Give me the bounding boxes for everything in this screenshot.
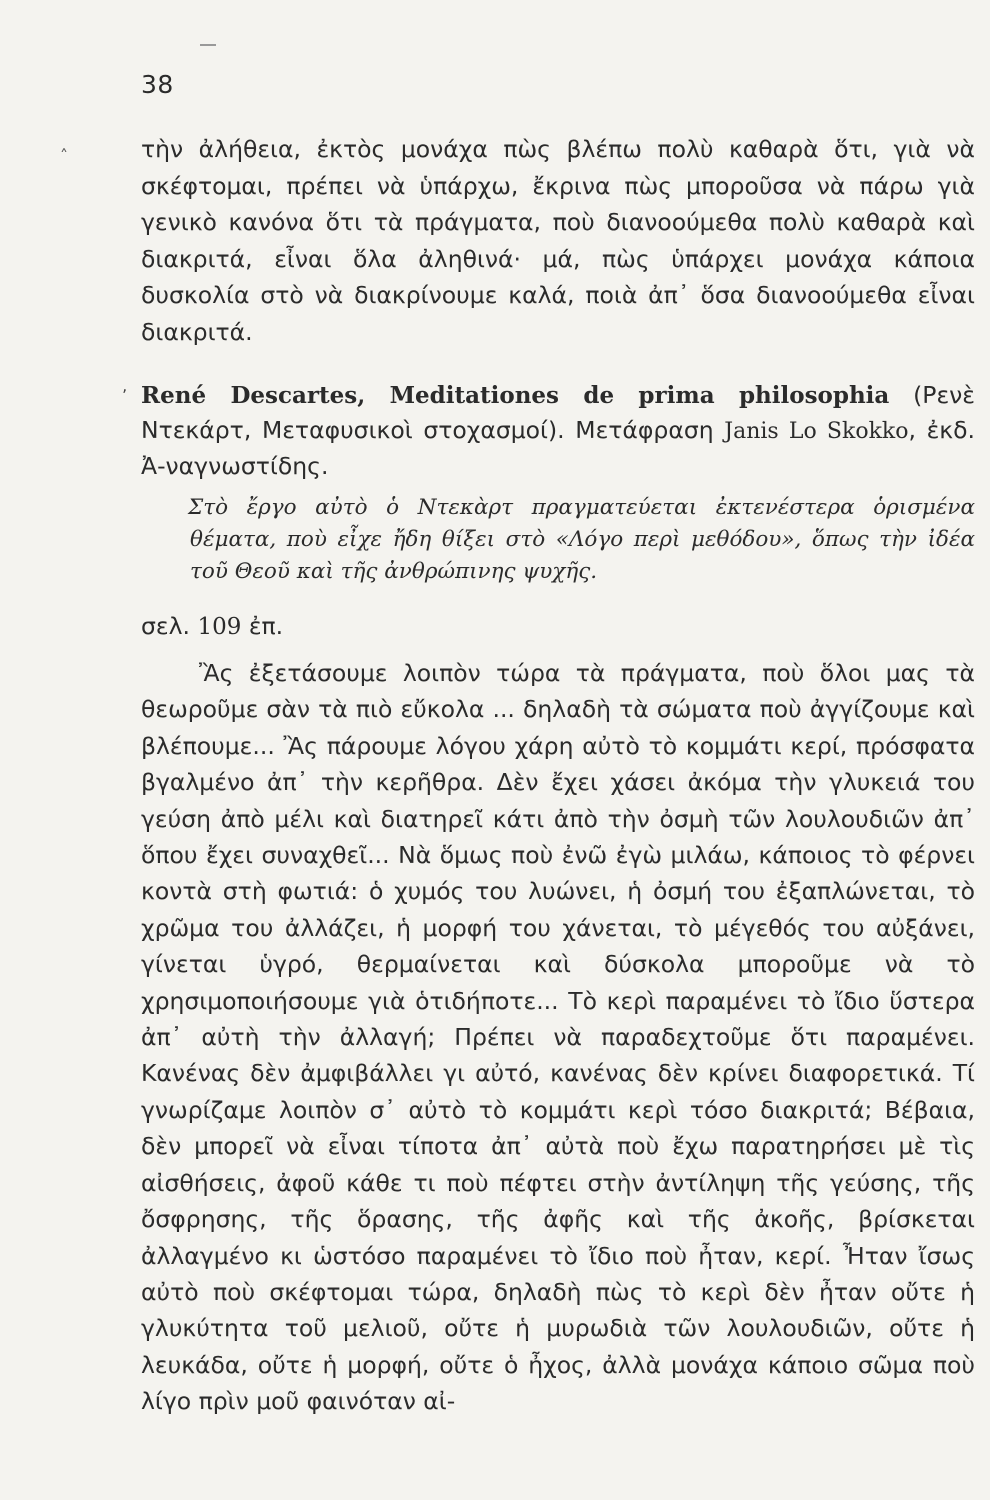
page-reference-suffix: ἐπ. — [241, 612, 284, 640]
print-mark — [200, 44, 216, 46]
page-reference — [141, 612, 283, 640]
page-number: 38 — [141, 70, 174, 99]
citation — [141, 378, 975, 483]
page-reference-number: 109 — [197, 614, 242, 640]
page-reference-prefix: σελ. — [141, 612, 198, 640]
margin-mark: ˄ — [60, 146, 68, 165]
citation-text-1: (Ρενὲ Ντεκάρτ, Μεταφυσικοὶ στοχασμοί). Μετάφραση — [141, 381, 975, 444]
paragraph-1: τὴν ἀλήθεια, ἐκτὸς μονάχα πὼς βλέπω πολὺ καθαρὰ ὅτι, γιὰ νὰ σκέφτομαι, πρέπει νὰ ὑπάρχω, ἔκρινα πὼς μποροῦσα νὰ πάρω γιὰ γενικὸ κανόνα ὅτι τὰ πράγματα, ποὺ διανοούμεθα πολὺ καθαρὰ καὶ διακριτά, εἶναι ὅλα ἀληθινά· μά, πὼς ὑπάρχει μονάχα κάποια δυσκολία στὸ νὰ διακρίνουμε καλά, ποιὰ ἀπ᾽ ὅσα διανοούμεθα εἶναι διακριτά. — [141, 135, 975, 346]
abstract: Στὸ ἔργο αὐτὸ ὁ Ντεκὰρτ πραγματεύεται ἐκτενέστερα ὁρισμένα θέματα, ποὺ εἶχε ἤδη θίξει στὸ «Λόγο περὶ μεθόδου», ὅπως τὴν ἰδέα τοῦ Θεοῦ καὶ τῆς ἀνθρώπινης ψυχῆς. — [188, 495, 975, 584]
citation-translator: Janis Lo Skokko — [724, 419, 909, 444]
paragraph-2: Ἂς ἐξετάσουμε λοιπὸν τώρα τὰ πράγματα, ποὺ ὅλοι μας τὰ θεωροῦμε σὰν τὰ πιὸ εὔκολα ... δηλαδὴ τὰ σώματα ποὺ ἀγγίζουμε καὶ βλέπουμε... Ἂς πάρουμε λόγου χάρη αὐτὸ τὸ κομμάτι κερί, πρόσφατα βγαλμένο ἀπ᾽ τὴν κερῆθρα. Δὲν ἔχει χάσει ἀκόμα τὴν γλυκειά του γεύση ἀπὸ μέλι καὶ διατηρεῖ κάτι ἀπὸ τὴν ὀσμὴ τῶν λουλουδιῶν ἀπ᾽ ὅπου ἔχει συναχθεῖ... Νὰ ὅμως ποὺ ἐνῶ ἐγὼ μιλάω, κάποιος τὸ φέρνει κοντὰ στὴ φωτιά: ὁ χυμός του λυώνει, ἡ ὀσμή του ἐξαπλώνεται, τὸ χρῶμα του ἀλλάζει, ἡ μορφή του χάνεται, τὸ μέγεθός του αὐξάνει, γίνεται ὑγρό, θερμαίνεται καὶ δύσκολα μποροῦμε νὰ τὸ χρησιμοποιήσουμε γιὰ ὁτιδήποτε... Τὸ κερὶ παραμένει τὸ ἴδιο ὕστερα ἀπ᾽ αὐτὴ τὴν ἀλλαγή; Πρέπει νὰ παραδεχτοῦμε ὅτι παραμένει. Κανένας δὲν ἀμφιβάλλει γι αὐτό, κανένας δὲν κρίνει διαφορετικά. Τί γνωρίζαμε λοιπὸν σ᾽ αὐτὸ τὸ κομμάτι κερὶ τόσο διακριτά; Βέβαια, δὲν μπορεῖ νὰ εἶναι τίποτα ἀπ᾽ αὐτὰ ποὺ ἔχω παρατηρήσει μὲ τὶς αἰσθήσεις, ἀφοῦ κάθε τι ποὺ πέφτει στὴν ἀντίληψη τῆς γεύσης, τῆς ὄσφρησης, τῆς ὅρασης, τῆς ἀφῆς καὶ τῆς ἀκοῆς, βρίσκεται ἀλλαγμένο κι ὡστόσο παραμένει τὸ ἴδιο ποὺ ἦταν, κερί. Ἦταν ἴσως αὐτὸ ποὺ σκέφτομαι τώρα, δηλαδὴ πὼς τὸ κερὶ δὲν ἦταν οὔτε ἡ γλυκύτητα τοῦ μελιοῦ, οὔτε ἡ μυρωδιὰ τῶν λουλουδιῶν, οὔτε ἡ λευκάδα, οὔτε ἡ μορφή, οὔτε ὁ ἦχος, ἀλλὰ μονάχα κάποιο σῶμα ποὺ λίγο πρὶν μοῦ φαινόταν αἰ- — [141, 659, 975, 1416]
bullet-mark: ʼ — [122, 386, 128, 405]
citation-text-2: , ἐκδ. Ἀ-ναγνωστίδης. — [141, 416, 976, 480]
citation-author-title: René Descartes, Meditationes de prima philosophia — [141, 382, 890, 409]
